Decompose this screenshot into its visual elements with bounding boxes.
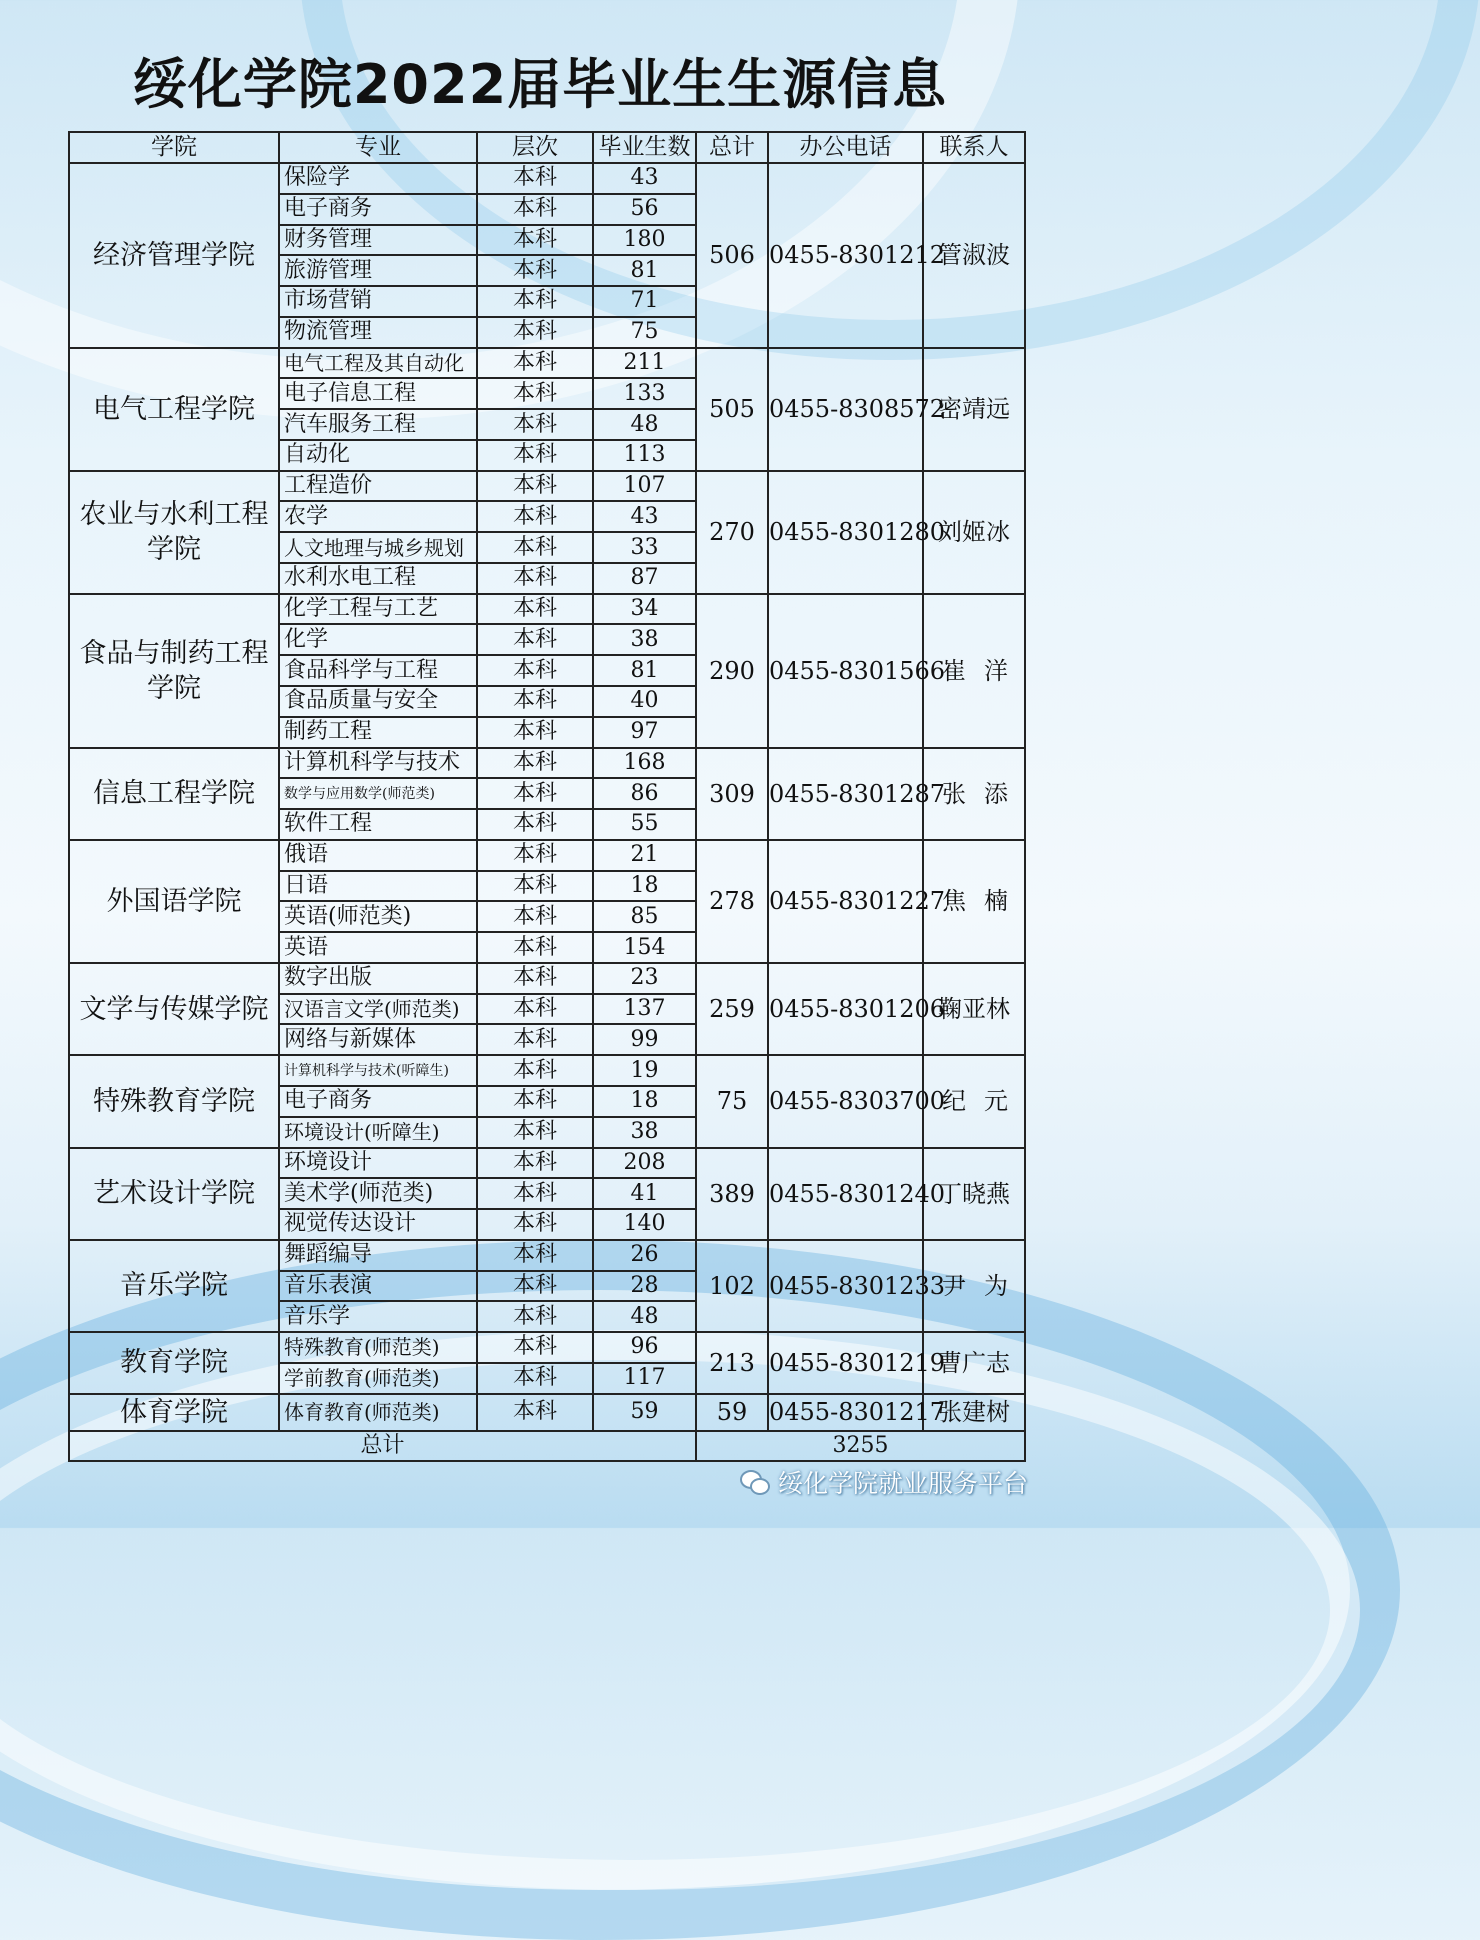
office-phone: 0455-8308572 (768, 348, 923, 471)
major-level: 本科 (477, 932, 593, 963)
school-total: 59 (696, 1394, 768, 1431)
table-row (69, 348, 1025, 379)
contact-person: 丁晓燕 (923, 1148, 1025, 1240)
graduate-count: 87 (593, 563, 696, 594)
graduate-count: 19 (593, 1055, 696, 1086)
graduate-count: 38 (593, 624, 696, 655)
major-level: 本科 (477, 194, 593, 225)
major-name: 汉语言文学(师范类) (279, 994, 477, 1025)
graduate-count: 85 (593, 901, 696, 932)
major-name: 计算机科学与技术(听障生) (279, 1055, 477, 1086)
major-level: 本科 (477, 1148, 593, 1179)
major-name: 电子商务 (279, 194, 477, 225)
graduate-count: 43 (593, 163, 696, 194)
major-name: 计算机科学与技术 (279, 748, 477, 779)
office-phone: 0455-8301280 (768, 471, 923, 594)
school-name: 文学与传媒学院 (69, 963, 279, 1055)
major-level: 本科 (477, 655, 593, 686)
major-level: 本科 (477, 1024, 593, 1055)
office-phone: 0455-8301287 (768, 748, 923, 840)
major-name: 电子信息工程 (279, 378, 477, 409)
school-name: 艺术设计学院 (69, 1148, 279, 1240)
major-level: 本科 (477, 286, 593, 317)
school-name: 电气工程学院 (69, 348, 279, 471)
contact-person: 鞠亚林 (923, 963, 1025, 1055)
graduate-count: 18 (593, 1086, 696, 1117)
contact-person: 崔洋 (923, 594, 1025, 748)
major-level: 本科 (477, 963, 593, 994)
office-phone: 0455-8301219 (768, 1332, 923, 1394)
graduate-count: 180 (593, 225, 696, 256)
major-name: 视觉传达设计 (279, 1209, 477, 1240)
graduate-count: 43 (593, 501, 696, 532)
office-phone: 0455-8301227 (768, 840, 923, 963)
contact-person: 张建树 (923, 1394, 1025, 1431)
office-phone: 0455-8301240 (768, 1148, 923, 1240)
header-major: 专业 (279, 132, 477, 163)
major-level: 本科 (477, 717, 593, 748)
office-phone: 0455-8301212 (768, 163, 923, 348)
table-row (69, 594, 1025, 625)
graduate-count: 41 (593, 1178, 696, 1209)
wechat-icon (740, 1470, 770, 1494)
graduate-count: 154 (593, 932, 696, 963)
major-name: 特殊教育(师范类) (279, 1332, 477, 1363)
major-level: 本科 (477, 1332, 593, 1363)
major-name: 电气工程及其自动化 (279, 348, 477, 379)
graduate-count: 107 (593, 471, 696, 502)
graduate-count: 86 (593, 778, 696, 809)
graduate-count: 117 (593, 1363, 696, 1394)
major-name: 音乐表演 (279, 1271, 477, 1302)
major-name: 电子商务 (279, 1086, 477, 1117)
contact-person: 刘姬冰 (923, 471, 1025, 594)
header-total: 总计 (696, 132, 768, 163)
graduate-count: 48 (593, 409, 696, 440)
major-level: 本科 (477, 1363, 593, 1394)
major-level: 本科 (477, 748, 593, 779)
school-name: 音乐学院 (69, 1240, 279, 1332)
graduate-count: 59 (593, 1394, 696, 1431)
graduate-count: 18 (593, 871, 696, 902)
school-total: 290 (696, 594, 768, 748)
graduate-count: 81 (593, 655, 696, 686)
major-name: 英语 (279, 932, 477, 963)
graduate-count: 75 (593, 317, 696, 348)
major-level: 本科 (477, 163, 593, 194)
major-name: 英语(师范类) (279, 901, 477, 932)
graduate-count: 23 (593, 963, 696, 994)
contact-person: 张添 (923, 748, 1025, 840)
header-level: 层次 (477, 132, 593, 163)
major-level: 本科 (477, 871, 593, 902)
major-level: 本科 (477, 840, 593, 871)
graduate-count: 208 (593, 1148, 696, 1179)
graduate-count: 38 (593, 1117, 696, 1148)
school-total: 309 (696, 748, 768, 840)
major-level: 本科 (477, 1055, 593, 1086)
major-name: 食品质量与安全 (279, 686, 477, 717)
table-row (69, 1055, 1025, 1086)
contact-person: 焦楠 (923, 840, 1025, 963)
header-count: 毕业生数 (593, 132, 696, 163)
school-total: 506 (696, 163, 768, 348)
page-title: 绥化学院2022届毕业生生源信息 (132, 53, 948, 116)
table-row (69, 1332, 1025, 1363)
major-name: 工程造价 (279, 471, 477, 502)
school-name: 经济管理学院 (69, 163, 279, 348)
major-name: 网络与新媒体 (279, 1024, 477, 1055)
table-row (69, 1394, 1025, 1431)
graduate-count: 211 (593, 348, 696, 379)
major-level: 本科 (477, 624, 593, 655)
school-name: 食品与制药工程学院 (69, 594, 279, 748)
school-total: 389 (696, 1148, 768, 1240)
graduate-count: 81 (593, 255, 696, 286)
major-name: 物流管理 (279, 317, 477, 348)
major-name: 俄语 (279, 840, 477, 871)
graduate-count: 133 (593, 378, 696, 409)
major-name: 食品科学与工程 (279, 655, 477, 686)
major-name: 旅游管理 (279, 255, 477, 286)
graduate-count: 71 (593, 286, 696, 317)
major-name: 数字出版 (279, 963, 477, 994)
major-level: 本科 (477, 563, 593, 594)
graduate-count: 97 (593, 717, 696, 748)
school-total: 505 (696, 348, 768, 471)
major-name: 环境设计 (279, 1148, 477, 1179)
office-phone: 0455-8301206 (768, 963, 923, 1055)
graduate-count: 113 (593, 440, 696, 471)
major-level: 本科 (477, 1240, 593, 1271)
major-name: 市场营销 (279, 286, 477, 317)
school-name: 特殊教育学院 (69, 1055, 279, 1147)
grand-total-row (69, 1431, 1025, 1461)
major-name: 保险学 (279, 163, 477, 194)
major-level: 本科 (477, 901, 593, 932)
table-row (69, 963, 1025, 994)
graduate-count: 96 (593, 1332, 696, 1363)
graduate-count: 21 (593, 840, 696, 871)
table-row (69, 1148, 1025, 1179)
school-name: 信息工程学院 (69, 748, 279, 840)
major-level: 本科 (477, 471, 593, 502)
major-level: 本科 (477, 1301, 593, 1332)
table-header-row (69, 132, 1025, 163)
major-level: 本科 (477, 1394, 593, 1431)
graduate-count: 137 (593, 994, 696, 1025)
major-name: 自动化 (279, 440, 477, 471)
contact-person: 密靖远 (923, 348, 1025, 471)
graduate-count: 48 (593, 1301, 696, 1332)
major-name: 农学 (279, 501, 477, 532)
major-level: 本科 (477, 532, 593, 563)
major-name: 美术学(师范类) (279, 1178, 477, 1209)
graduate-count: 168 (593, 748, 696, 779)
major-level: 本科 (477, 686, 593, 717)
major-level: 本科 (477, 225, 593, 256)
school-total: 75 (696, 1055, 768, 1147)
major-name: 体育教育(师范类) (279, 1394, 477, 1431)
grand-total-value: 3255 (696, 1431, 1025, 1461)
school-total: 270 (696, 471, 768, 594)
major-name: 环境设计(听障生) (279, 1117, 477, 1148)
school-name: 农业与水利工程学院 (69, 471, 279, 594)
major-name: 学前教育(师范类) (279, 1363, 477, 1394)
major-name: 汽车服务工程 (279, 409, 477, 440)
major-name: 财务管理 (279, 225, 477, 256)
table-row (69, 1240, 1025, 1271)
major-level: 本科 (477, 440, 593, 471)
office-phone: 0455-8301233 (768, 1240, 923, 1332)
header-contact: 联系人 (923, 132, 1025, 163)
graduate-table (68, 131, 1026, 1462)
header-phone: 办公电话 (768, 132, 923, 163)
graduate-count: 99 (593, 1024, 696, 1055)
major-name: 化学工程与工艺 (279, 594, 477, 625)
contact-person: 管淑波 (923, 163, 1025, 348)
major-level: 本科 (477, 348, 593, 379)
footer-text: 绥化学院就业服务平台 (778, 1469, 1029, 1498)
major-level: 本科 (477, 378, 593, 409)
major-level: 本科 (477, 1117, 593, 1148)
major-level: 本科 (477, 1209, 593, 1240)
major-name: 舞蹈编导 (279, 1240, 477, 1271)
grand-total-label: 总计 (69, 1431, 696, 1461)
major-level: 本科 (477, 409, 593, 440)
major-level: 本科 (477, 594, 593, 625)
contact-person: 尹为 (923, 1240, 1025, 1332)
major-name: 数学与应用数学(师范类) (279, 778, 477, 809)
major-level: 本科 (477, 809, 593, 840)
school-name: 体育学院 (69, 1394, 279, 1431)
graduate-count: 33 (593, 532, 696, 563)
table-row (69, 471, 1025, 502)
school-total: 278 (696, 840, 768, 963)
major-level: 本科 (477, 317, 593, 348)
school-name: 外国语学院 (69, 840, 279, 963)
major-name: 人文地理与城乡规划 (279, 532, 477, 563)
graduate-count: 55 (593, 809, 696, 840)
major-level: 本科 (477, 994, 593, 1025)
school-total: 102 (696, 1240, 768, 1332)
office-phone: 0455-8301566 (768, 594, 923, 748)
major-name: 音乐学 (279, 1301, 477, 1332)
major-level: 本科 (477, 255, 593, 286)
major-name: 软件工程 (279, 809, 477, 840)
contact-person: 曹广志 (923, 1332, 1025, 1394)
graduate-count: 26 (593, 1240, 696, 1271)
office-phone: 0455-8303700 (768, 1055, 923, 1147)
major-level: 本科 (477, 501, 593, 532)
school-name: 教育学院 (69, 1332, 279, 1394)
table-row (69, 748, 1025, 779)
major-name: 制药工程 (279, 717, 477, 748)
school-total: 213 (696, 1332, 768, 1394)
major-level: 本科 (477, 1086, 593, 1117)
major-name: 日语 (279, 871, 477, 902)
major-level: 本科 (477, 778, 593, 809)
major-level: 本科 (477, 1271, 593, 1302)
footer-brand (740, 1464, 1028, 1500)
school-total: 259 (696, 963, 768, 1055)
table-body (69, 163, 1025, 1431)
major-name: 水利水电工程 (279, 563, 477, 594)
contact-person: 纪元 (923, 1055, 1025, 1147)
header-school: 学院 (69, 132, 279, 163)
graduate-count: 140 (593, 1209, 696, 1240)
major-name: 化学 (279, 624, 477, 655)
office-phone: 0455-8301217 (768, 1394, 923, 1431)
graduate-count: 56 (593, 194, 696, 225)
major-level: 本科 (477, 1178, 593, 1209)
table-row (69, 840, 1025, 871)
table-row (69, 163, 1025, 194)
graduate-count: 28 (593, 1271, 696, 1302)
graduate-count: 40 (593, 686, 696, 717)
graduate-count: 34 (593, 594, 696, 625)
